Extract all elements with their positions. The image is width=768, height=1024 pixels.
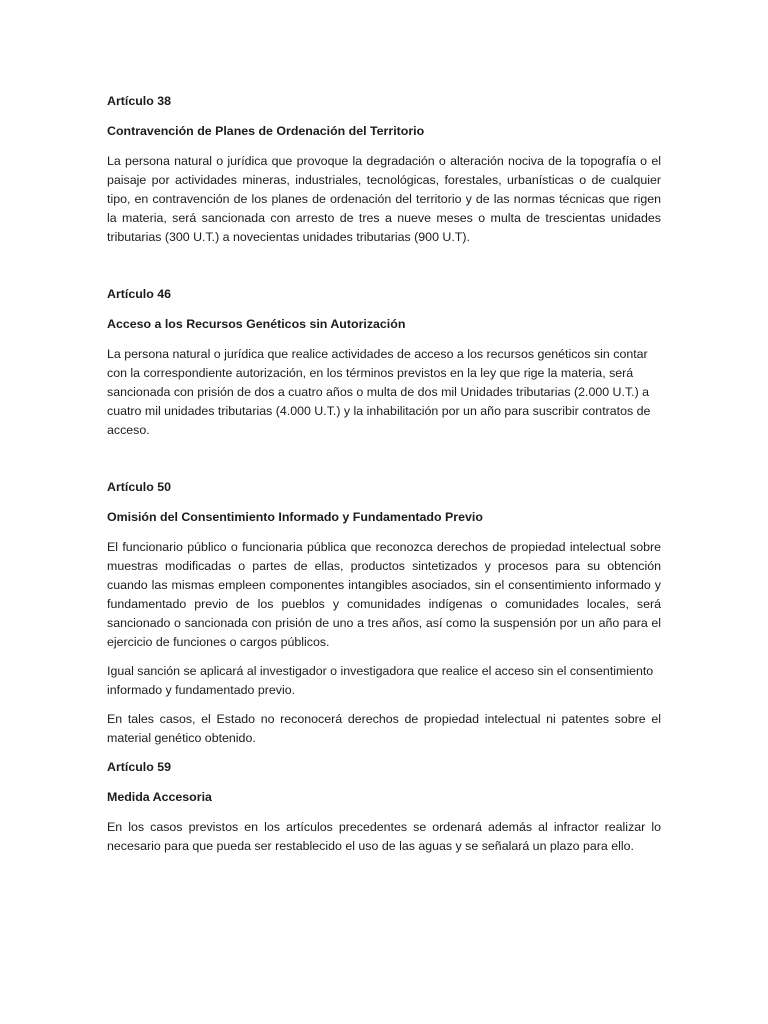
article-paragraph: La persona natural o jurídica que provoque la degradación o alteración nociva de la topografía o el paisaje por actividades mineras, industriales, tecnológicas, forestales, urbanísticas o de cualquier tipo, en contravención de los planes de ordenación del territorio y de las normas técnicas que rigen la materia, será sancionada con arresto de tres a nueve meses o multa de trescientas unidades tributarias (300 U.T.) a novecientas unidades tributarias (900 U.T). [107,154,661,244]
article-50 [107,478,661,748]
article-number: Artículo 59 [107,760,172,774]
article-paragraph: En tales casos, el Estado no reconocerá derechos de propiedad intelectual ni patentes sobre el material genético obtenido. [107,712,661,745]
article-paragraph: La persona natural o jurídica que realice actividades de acceso a los recursos genéticos sin contar con la correspondiente autorización, en los términos previstos en la ley que rige la materia, será sancionada con prisión de dos a cuatro años o multa de dos mil Unidades tributarias (2.000 U.T.) a cuatro mil unidades tributarias (4.000 U.T.) y la inhabilitación por un año para suscribir contratos de acceso. [107,347,651,437]
article-title: Contravención de Planes de Ordenación del Territorio [107,124,425,138]
article-number: Artículo 50 [107,480,172,494]
article-number: Artículo 38 [107,94,172,108]
document-page [107,92,661,866]
article-title: Omisión del Consentimiento Informado y Fundamentado Previo [107,510,483,524]
article-title: Medida Accesoria [107,790,212,804]
article-paragraph: Igual sanción se aplicará al investigador o investigadora que realice el acceso sin el consentimiento informado y fundamentado previo. [107,664,654,697]
article-paragraph: En los casos previstos en los artículos precedentes se ordenará además al infractor realizar lo necesario para que pueda ser restablecido el uso de las aguas y se señalará un plazo para ello. [107,820,661,853]
article-number: Artículo 46 [107,287,172,301]
article-38 [107,92,661,247]
article-59 [107,758,661,856]
section-spacer [107,257,661,285]
article-title: Acceso a los Recursos Genéticos sin Autorización [107,317,406,331]
section-spacer [107,450,661,478]
article-46 [107,285,661,440]
article-paragraph: El funcionario público o funcionaria pública que reconozca derechos de propiedad intelectual sobre muestras modificadas o partes de ellas, productos sintetizados y procesos para su obtención cuando las mismas empleen componentes intangibles asociados, sin el consentimiento informado y fundamentado previo de los pueblos y comunidades indígenas o comunidades locales, será sancionado o sancionada con prisión de uno a tres años, así como la suspensión por un año para el ejercicio de funciones o cargos públicos. [107,540,661,649]
